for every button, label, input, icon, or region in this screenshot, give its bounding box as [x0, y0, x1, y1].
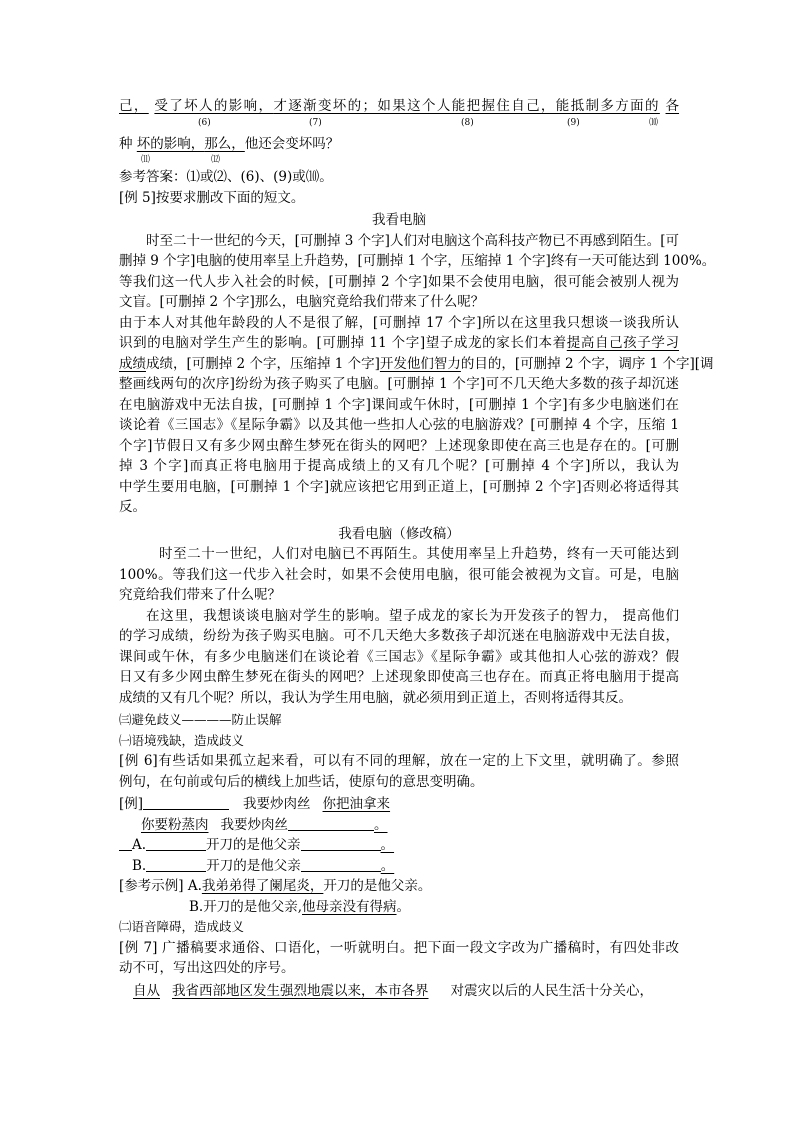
example-sentence: 我要炒肉丝 [243, 796, 311, 812]
answer-blank [146, 836, 206, 851]
document-page [119, 96, 716, 1001]
item-a-row [119, 835, 679, 856]
reference-a-underlined: 我弟弟得了阑尾炎， [201, 878, 324, 894]
essay-line: 等我们这一代人步入社会的时候，[可删掉 2 个字]如果不会使用电脑，很可能会被别人视为 [119, 273, 679, 290]
essay-line-text: 成绩，[可删掉 2 个字，压缩掉 1 个字] [146, 355, 380, 372]
essay-line: 谈论着《三国志》《星际争霸》以及其他一些扣人心弦的电脑游戏？[可删掉 4 个字，压缩 1 [119, 417, 679, 433]
phrase-2: 我省西部地区发生强烈地震以来， [172, 982, 375, 999]
mark-8: (8) [461, 117, 474, 128]
reference-a-row [119, 876, 679, 897]
mark-7: (7) [309, 117, 322, 128]
essay-line: 整画线两句的次序]纷纷为孩子购买了电脑。[可删掉 1 个字]可不几天绝大多数的孩子却沉迷 [119, 376, 679, 392]
essay-line: 掉 3 个字]而真正将电脑用于提高成绩上的又有几个呢？[可删掉 4 个字]所以，我认为 [119, 458, 679, 474]
revised-line: 的学习成绩，纷纷为孩子购买电脑。可不几天绝大多数孩子却沉迷在电脑游戏中无法自拔， [119, 628, 679, 644]
segment-6: 受了坏人的影响， [154, 98, 274, 114]
revised-line: 在这里，我想谈谈电脑对学生的影响。望子成龙的家长为开发孩子的智力， 提高他们 [146, 607, 679, 624]
example-underlined: 你把油拿来 [322, 796, 391, 812]
example-row-2 [119, 815, 679, 836]
essay-line: 文盲。[可删掉 2 个字]那么，电脑究竟给我们带来了什么呢？ [119, 294, 485, 310]
example-row [119, 794, 679, 815]
answer-blank [288, 816, 374, 831]
segment-7-10: 才逐渐变坏的；如果这个人能把握住自己，能抵制多方面的 [273, 98, 660, 114]
mark-12: ⑿ [211, 155, 221, 165]
segment-5: 己， [119, 98, 149, 114]
fragment-marks-2 [119, 154, 679, 167]
example-underlined: 你要粉蒸肉 [141, 816, 209, 833]
fragment-line-1 [119, 96, 679, 117]
example-7-line: [例 7] 广播稿要求通俗、口语化，一听就明白。把下面一段文字改为广播稿时，有四处非改 [119, 939, 679, 956]
item-a-label: A. [132, 837, 147, 853]
revised-line: 100%。等我们这一代步入社会时，如果不会使用电脑，很可能会被视为文盲。可是，电脑 [119, 566, 679, 583]
example-sentence: 我要炒肉丝 [220, 816, 288, 833]
item-b-row [119, 856, 679, 877]
item-b-end: 。 [380, 857, 395, 874]
revised-line: 课间或午休，有多少电脑迷们在谈论着《三国志》《星际争霸》或其他扣人心弦的游戏？假 [119, 648, 679, 665]
reference-b-underlined: 他母亲没有得病 [302, 898, 397, 915]
example-6-line: [例 6]有些话如果孤立起来看，可以有不同的理解，放在一定的上下文里，就明确了。参照 [119, 753, 679, 769]
fragment-line-2 [119, 134, 679, 155]
essay-line: 在电脑游戏中无法自拔，[可删掉 1 个字]课间或午休时，[可删掉 1 个字]有多少电脑迷们在 [119, 396, 679, 413]
revised-title: 我看电脑（修改稿） [338, 525, 460, 542]
essay-line: 中学生要用电脑，[可删掉 1 个字]就应该把它用到正道上，[可删掉 2 个字]否则必将适得其 [119, 478, 679, 495]
revised-line: 日又有多少网虫醉生梦死在街头的网吧？上述现象即使高三也存在。而真正将电脑用于提高 [119, 669, 679, 685]
revised-line: 时至二十一世纪，人们对电脑已不再陌生。其使用率呈上升趋势，终有一天可能达到 [159, 546, 679, 562]
example-end: 。 [374, 816, 388, 833]
example-6-line: 例句，在句前或句后的横线上加些话，使原句的意思变明确。 [119, 773, 484, 790]
answer-blank [146, 857, 206, 872]
essay-line: 时至二十一世纪的今天，[可删掉 3 个字]人们对电脑这个高科技产物已不再感到陌生。[可 [146, 232, 679, 249]
subsection-heading: ㈠语境残缺，造成歧义 [119, 732, 245, 748]
segment-11: 坏的影响， [136, 135, 205, 152]
reference-b-row [119, 897, 679, 918]
reference-b-label: B.开刀的是他父亲, [189, 898, 303, 915]
fragment-marks-1 [119, 117, 679, 130]
mark-10: ⑽ [649, 117, 659, 128]
reference-b-end: 。 [396, 898, 411, 915]
revised-line: 究竟给我们带来了什么呢？ [119, 587, 281, 603]
example-5-heading: [例 5]按要求删改下面的短文。 [119, 189, 305, 206]
essay-line-tail: 的目的，[可删掉 2 个字，调序 1 个字][调 [460, 355, 714, 372]
essay-line: 删掉 9 个字]电脑的使用率呈上升趋势，[可删掉 1 个字，压缩掉 1 个字]终有一天可能达到 100%。 [119, 253, 716, 269]
essay-line-6 [119, 333, 679, 354]
underlined-phrase-a: 提高自己孩子学习 [566, 335, 680, 351]
segment-word: 种 [119, 135, 133, 152]
revised-line: 成绩的又有几个呢？所以，我认为学生用电脑，就必须用到正道上，否则将适得其反。 [119, 689, 632, 706]
essay-line: 由于本人对其他年龄段的人不是很了解，[可删掉 17 个字]所以在这里我只想谈一谈我所认 [119, 314, 679, 331]
phrase-tail: 对震灾以后的人民生活十分关心， [450, 982, 653, 999]
answer-blank [119, 836, 132, 851]
final-line [119, 981, 679, 1002]
answer-4: 参考答案：⑴或⑵、(6)、(9)或⑽。 [119, 169, 333, 185]
example-label: [例] [119, 796, 144, 812]
section-heading: ㈢避免歧义————防止误解 [119, 712, 282, 727]
essay-line: 个字]节假日又有多少网虫醉生梦死在街头的网吧？上述现象即使在高三也是存在的。[可删 [119, 437, 679, 454]
mark-9: (9) [567, 117, 580, 128]
answer-blank [143, 795, 229, 810]
reference-a-tail: 开刀的是他父亲。 [323, 878, 432, 894]
underlined-phrase-a-end: 成绩 [119, 355, 146, 372]
essay-title: 我看电脑 [372, 212, 426, 228]
example-7-line: 动不可，写出这四处的序号。 [119, 960, 295, 976]
segment-tail: 他还会变坏吗？ [244, 135, 340, 152]
essay-line-text: 识到的电脑对学生产生的影响。[可删掉 11 个字]望子成龙的家长们本着 [119, 335, 567, 351]
underlined-phrase-b: 开发他们智力 [379, 355, 461, 372]
item-b-label: B. [132, 857, 147, 874]
essay-line-7 [119, 354, 714, 375]
phrase-1: 自从 [133, 982, 160, 999]
segment-12: 那么， [204, 135, 245, 152]
item-a-end: 。 [380, 837, 395, 853]
essay-line: 反。 [119, 499, 146, 515]
answer-blank [301, 836, 381, 851]
item-a-sentence: 开刀的是他父亲 [206, 837, 301, 853]
reference-label: [参考示例] A. [119, 878, 202, 894]
mark-6: (6) [198, 117, 211, 128]
answer-blank [301, 857, 381, 872]
mark-11: ⑾ [141, 155, 151, 165]
item-b-sentence: 开刀的是他父亲 [206, 857, 301, 874]
segment-10-end: 各 [665, 98, 680, 114]
subsection-heading-2: ㈡语音障碍，造成歧义 [119, 919, 245, 934]
phrase-3: 本市各界 [374, 982, 429, 999]
